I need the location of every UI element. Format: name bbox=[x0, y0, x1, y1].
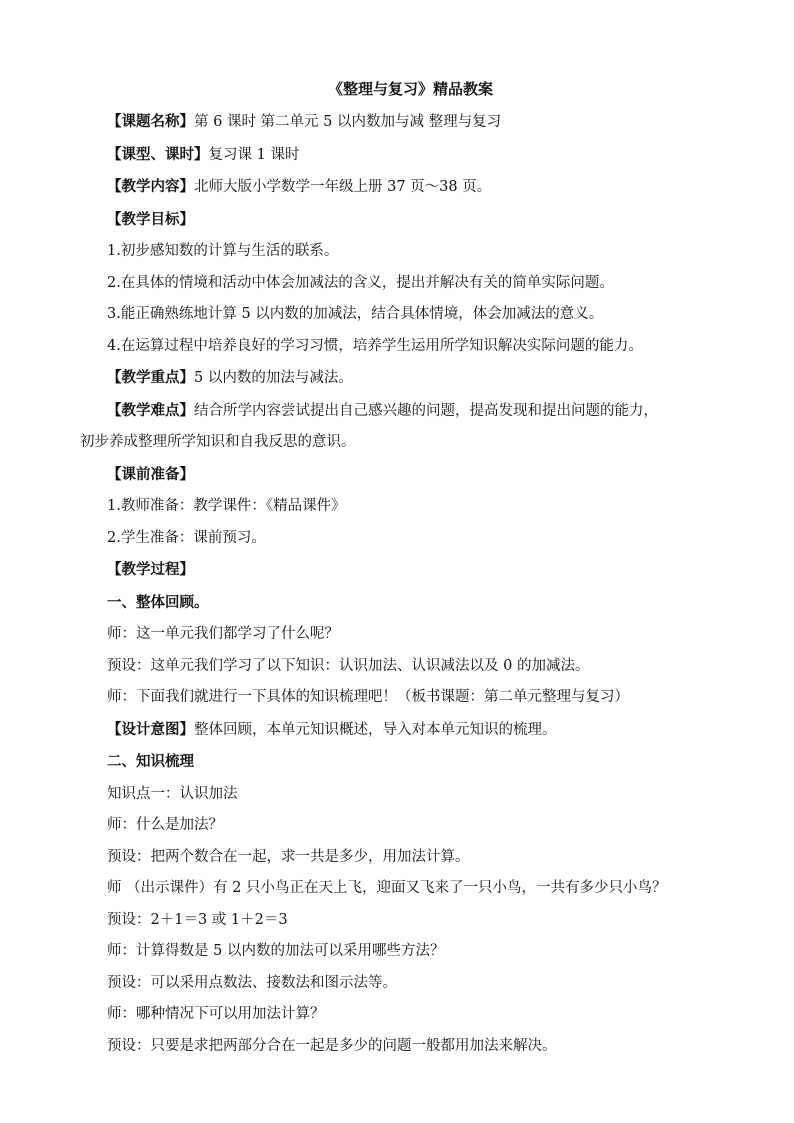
line-label: 【设计意图】 bbox=[107, 720, 194, 738]
line-dialog bbox=[107, 936, 714, 968]
line-dialog bbox=[107, 682, 714, 714]
line-text: 师 （出示课件）有 2 只小鸟正在天上飞，迎面又飞来了一只小鸟，一共有多少只小鸟？ bbox=[107, 880, 667, 896]
line-lesson-type bbox=[107, 139, 714, 172]
line-text: 初步养成整理所学知识和自我反思的意识。 bbox=[80, 434, 356, 450]
line-dialog bbox=[107, 779, 714, 811]
line-difficulties bbox=[107, 395, 714, 428]
line-teaching-goals-heading bbox=[107, 204, 714, 237]
line-text: 第 6 课时 第二单元 5 以内数加与减 整理与复习 bbox=[194, 114, 502, 130]
line-dialog bbox=[107, 842, 714, 874]
line-text: 师：下面我们就进行一下具体的知识梳理吧！（板书课题：第二单元整理与复习） bbox=[107, 689, 629, 705]
line-dialog bbox=[107, 999, 714, 1031]
line-text: 预设：只要是求把两部分合在一起是多少的问题一般都用加法来解决。 bbox=[107, 1037, 557, 1054]
line-preparation-heading bbox=[107, 459, 714, 492]
line-teaching-content bbox=[107, 171, 714, 204]
line-text: 5 以内数的加法与减法。 bbox=[194, 370, 353, 386]
line-text: 3.能正确熟练地计算 5 以内数的加减法，结合具体情境，体会加减法的意义。 bbox=[107, 306, 604, 322]
line-key-points bbox=[107, 362, 714, 395]
line-dialog bbox=[107, 905, 714, 937]
line-dialog bbox=[107, 810, 714, 842]
line-dialog bbox=[107, 619, 714, 651]
line-text: 预设：这单元我们学习了以下知识：认识加法、认识减法以及 0 的加减法。 bbox=[107, 657, 590, 674]
line-text: 师：什么是加法？ bbox=[107, 817, 223, 833]
line-text: 北师大版小学数学一年级上册 37 页～38 页。 bbox=[194, 179, 492, 195]
line-label: 【教学目标】 bbox=[107, 210, 194, 228]
line-goal-4 bbox=[107, 331, 714, 363]
line-dialog bbox=[107, 968, 714, 1000]
line-text: 知识点一：认识加法 bbox=[107, 785, 238, 802]
line-goal-3 bbox=[107, 299, 714, 331]
line-text: 预设：2＋1＝3 或 1＋2＝3 bbox=[107, 911, 288, 928]
line-text: 预设：把两个数合在一起，求一共是多少，用加法计算。 bbox=[107, 848, 470, 865]
line-text: 师：哪种情况下可以用加法计算？ bbox=[107, 1006, 325, 1022]
line-text: 2.在具体的情境和活动中体会加减法的含义，提出并解决有关的简单实际问题。 bbox=[107, 274, 614, 291]
line-dialog bbox=[107, 1031, 714, 1063]
line-process-heading bbox=[107, 554, 714, 587]
line-label: 【课题名称】 bbox=[107, 113, 194, 130]
line-text: 1.初步感知数的计算与生活的联系。 bbox=[107, 243, 339, 259]
line-label: 一、整体回顾。 bbox=[107, 593, 209, 611]
document-title: 《整理与复习》精品教案 bbox=[327, 80, 493, 98]
line-label: 二、知识梳理 bbox=[107, 753, 194, 770]
line-label: 【教学难点】 bbox=[107, 401, 194, 419]
line-text: 4.在运算过程中培养良好的学习习惯，培养学生运用所学知识解决实际问题的能力。 bbox=[107, 337, 643, 354]
line-label: 【教学过程】 bbox=[107, 561, 194, 578]
line-section-2-heading bbox=[107, 746, 714, 779]
line-lesson-name bbox=[107, 106, 714, 139]
line-text: 1.教师准备：教学课件：《精品课件》 bbox=[107, 498, 346, 514]
line-text: 结合所学内容尝试提出自己感兴趣的问题，提高发现和提出问题的能力， bbox=[194, 402, 658, 419]
line-dialog bbox=[107, 873, 714, 905]
line-prep-teacher bbox=[107, 491, 714, 523]
line-text: 预设：可以采用点数法、接数法和图示法等。 bbox=[107, 974, 397, 991]
line-section-1-heading bbox=[107, 587, 714, 620]
line-label: 【教学重点】 bbox=[107, 369, 194, 386]
line-difficulties-continued bbox=[80, 427, 714, 459]
line-text: 师：计算得数是 5 以内数的加法可以采用哪些方法？ bbox=[107, 943, 445, 959]
line-text: 复习课 1 课时 bbox=[208, 146, 300, 163]
line-text: 2.学生准备：课前预习。 bbox=[107, 529, 266, 546]
line-text: 整体回顾，本单元知识概述，导入对本单元知识的梳理。 bbox=[194, 721, 557, 738]
line-goal-1 bbox=[107, 236, 714, 268]
line-dialog bbox=[107, 651, 714, 683]
line-prep-student bbox=[107, 523, 714, 555]
line-goal-2 bbox=[107, 268, 714, 300]
line-design-intent bbox=[107, 714, 714, 747]
line-text: 师：这一单元我们都学习了什么呢？ bbox=[107, 626, 339, 642]
line-label: 【课前准备】 bbox=[107, 465, 194, 483]
line-label: 【教学内容】 bbox=[107, 178, 194, 195]
line-label: 【课型、课时】 bbox=[107, 145, 209, 163]
